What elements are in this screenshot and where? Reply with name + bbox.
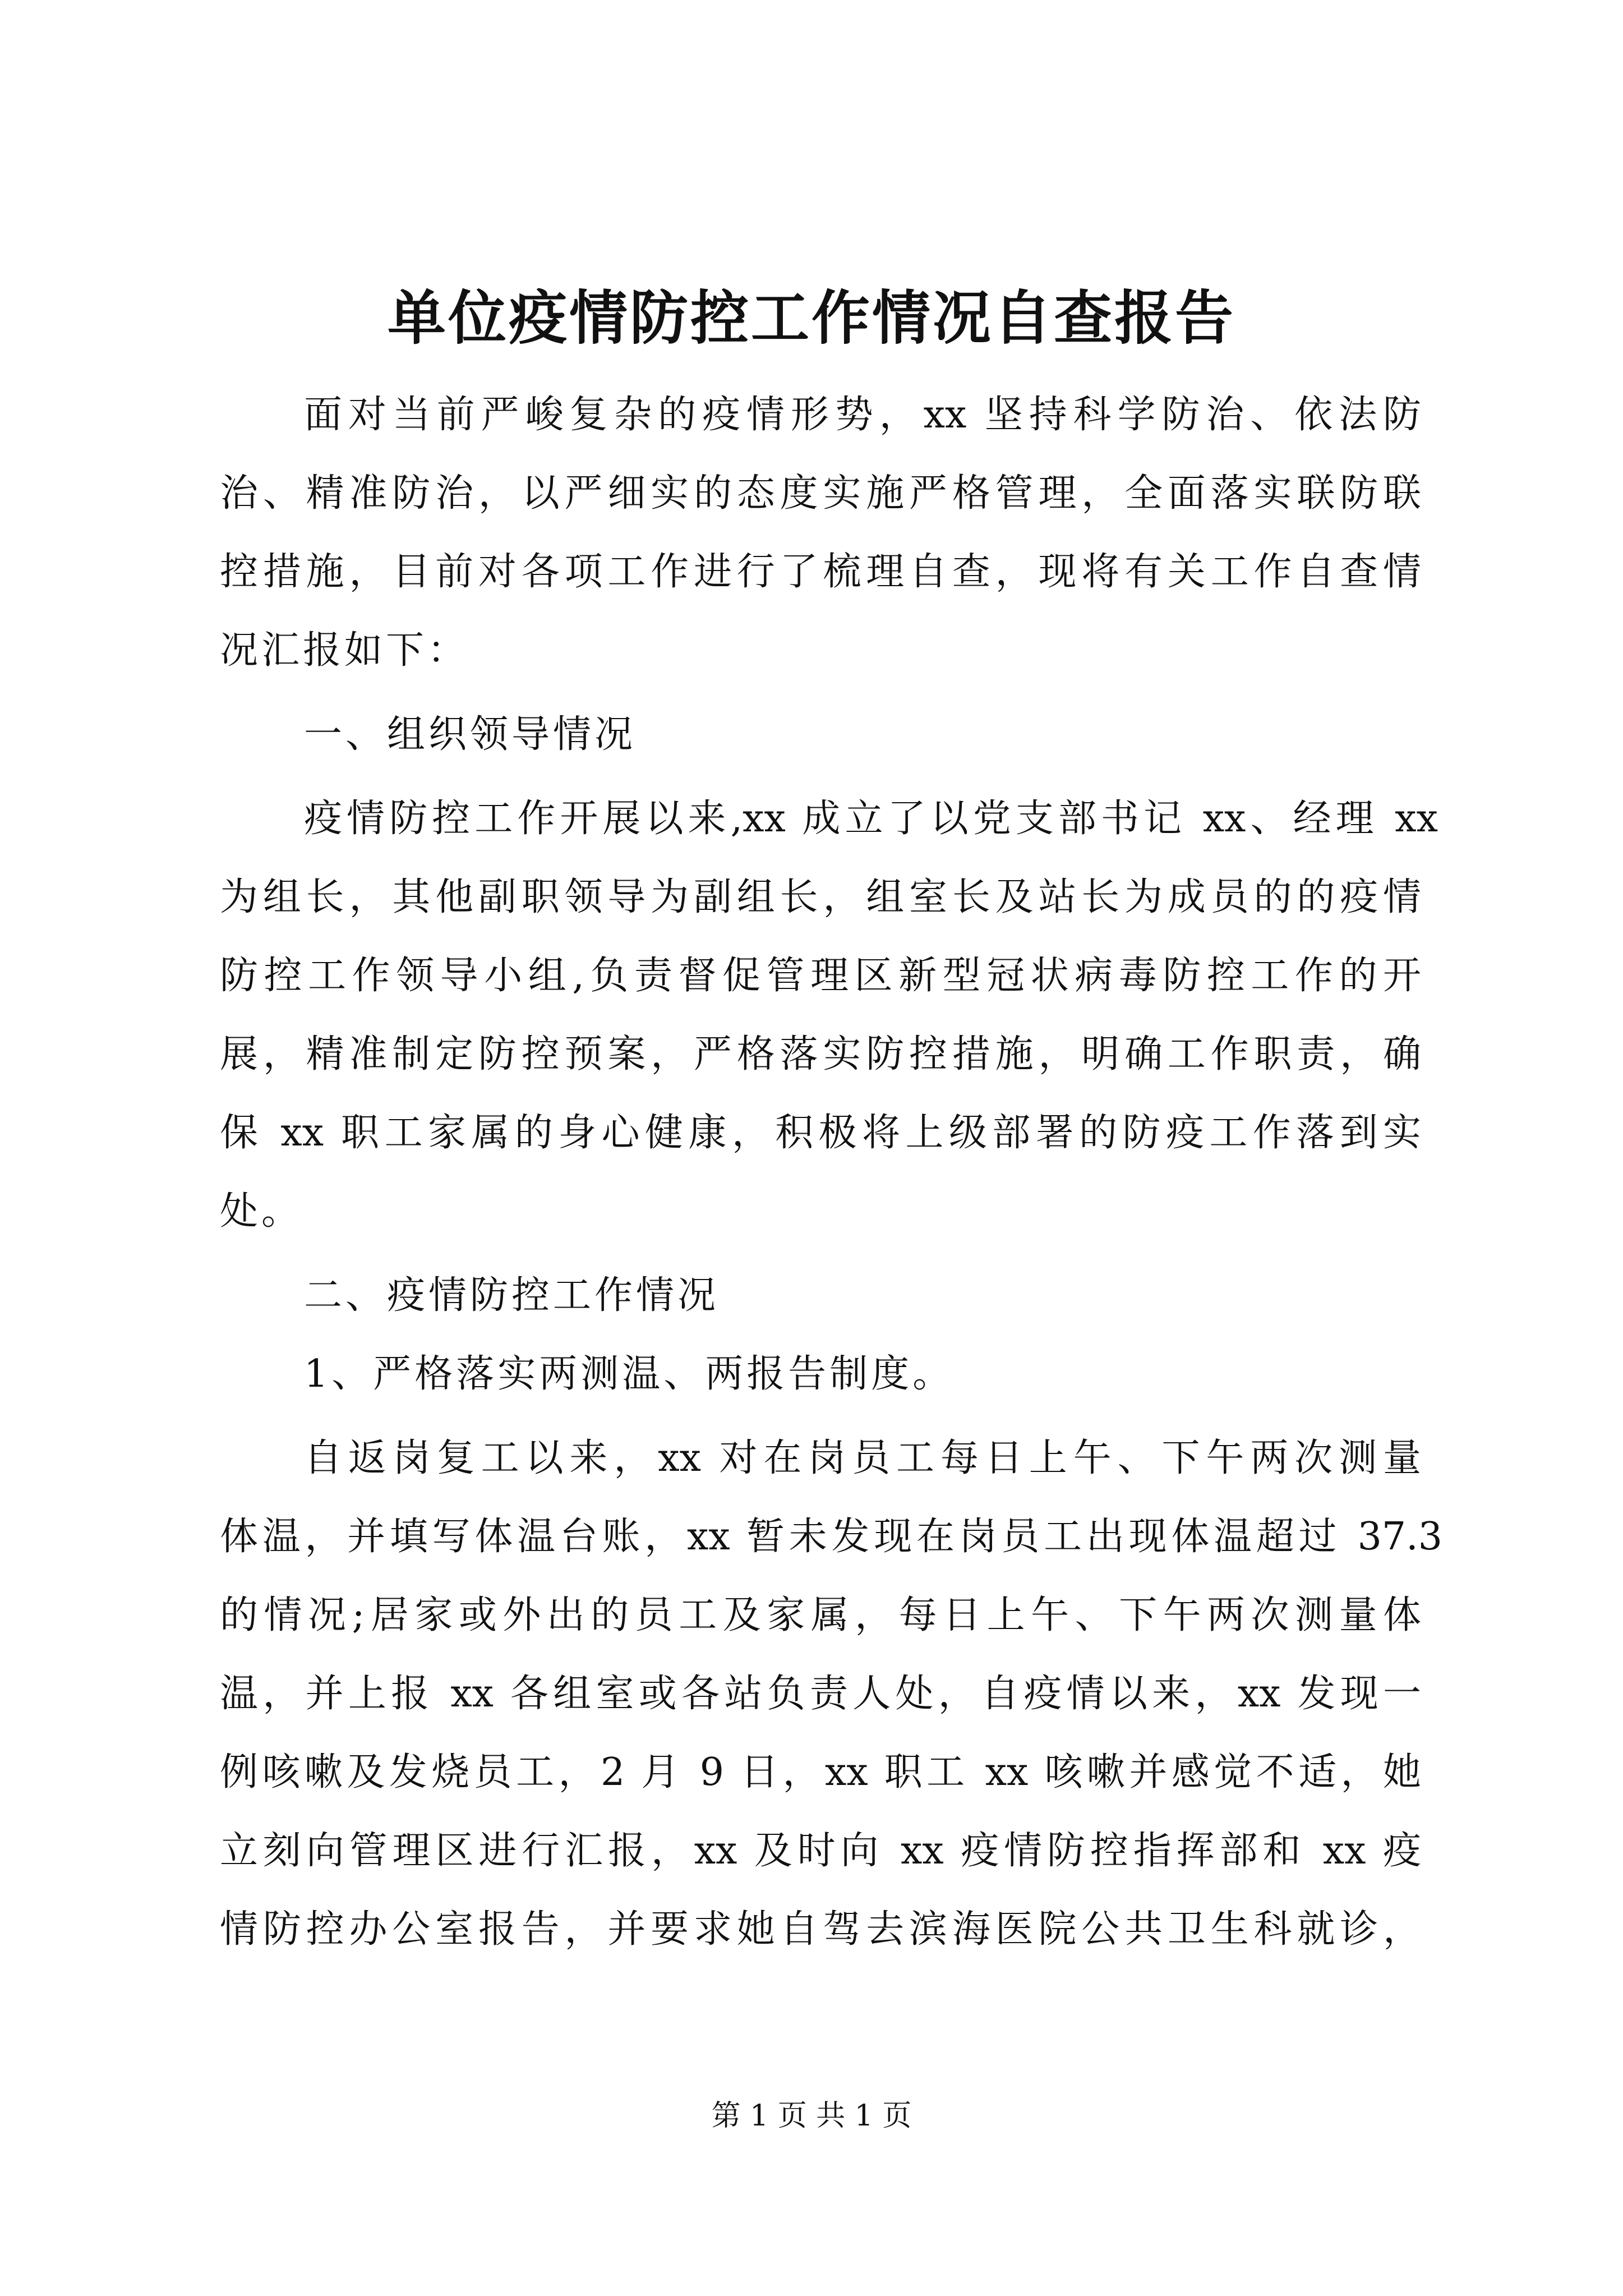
body-line: 例咳嗽及发烧员工，2 月 9 日，xx 职工 xx 咳嗽并感觉不适，她 <box>220 1750 1421 1795</box>
body-line: 处。 <box>220 1189 303 1234</box>
body-line: 况汇报如下： <box>220 628 469 673</box>
document-title: 单位疫情防控工作情况自查报告 <box>387 283 1235 352</box>
page-footer: 第 1 页 共 1 页 <box>711 2099 912 2133</box>
body-line: 治、精准防治，以严细实的态度实施严格管理，全面落实联防联 <box>220 471 1421 516</box>
body-line: 自返岗复工以来，xx 对在岗员工每日上午、下午两次测量 <box>304 1436 1421 1480</box>
body-line: 为组长，其他副职领导为副组长，组室长及站长为成员的的疫情 <box>220 875 1421 919</box>
section-heading: 一、组织领导情况 <box>304 712 637 757</box>
body-line: 面对当前严峻复杂的疫情形势，xx 坚持科学防治、依法防 <box>304 393 1421 437</box>
body-line: 控措施，目前对各项工作进行了梳理自查，现将有关工作自查情 <box>220 550 1421 594</box>
body-line: 立刻向管理区进行汇报，xx 及时向 xx 疫情防控指挥部和 xx 疫 <box>220 1829 1421 1873</box>
section-heading: 二、疫情防控工作情况 <box>304 1273 720 1318</box>
body-line: 保 xx 职工家属的身心健康，积极将上级部署的防疫工作落到实 <box>220 1111 1421 1155</box>
body-line: 温，并上报 xx 各组室或各站负责人处，自疫情以来，xx 发现一 <box>220 1672 1421 1716</box>
subsection-heading: 1、严格落实两测温、两报告制度。 <box>304 1352 955 1396</box>
body-line: 疫情防控工作开展以来,xx 成立了以党支部书记 xx、经理 xx <box>304 797 1438 841</box>
body-line: 防控工作领导小组,负责督促管理区新型冠状病毒防控工作的开 <box>220 954 1421 998</box>
body-line: 的情况;居家或外出的员工及家属，每日上午、下午两次测量体 <box>220 1593 1421 1637</box>
body-line: 展，精准制定防控预案，严格落实防控措施，明确工作职责，确 <box>220 1032 1421 1076</box>
body-line: 体温，并填写体温台账，xx 暂未发现在岗员工出现体温超过 37.3 <box>220 1515 1442 1559</box>
body-line: 情防控办公室报告，并要求她自驾去滨海医院公共卫生科就诊， <box>220 1907 1421 1952</box>
